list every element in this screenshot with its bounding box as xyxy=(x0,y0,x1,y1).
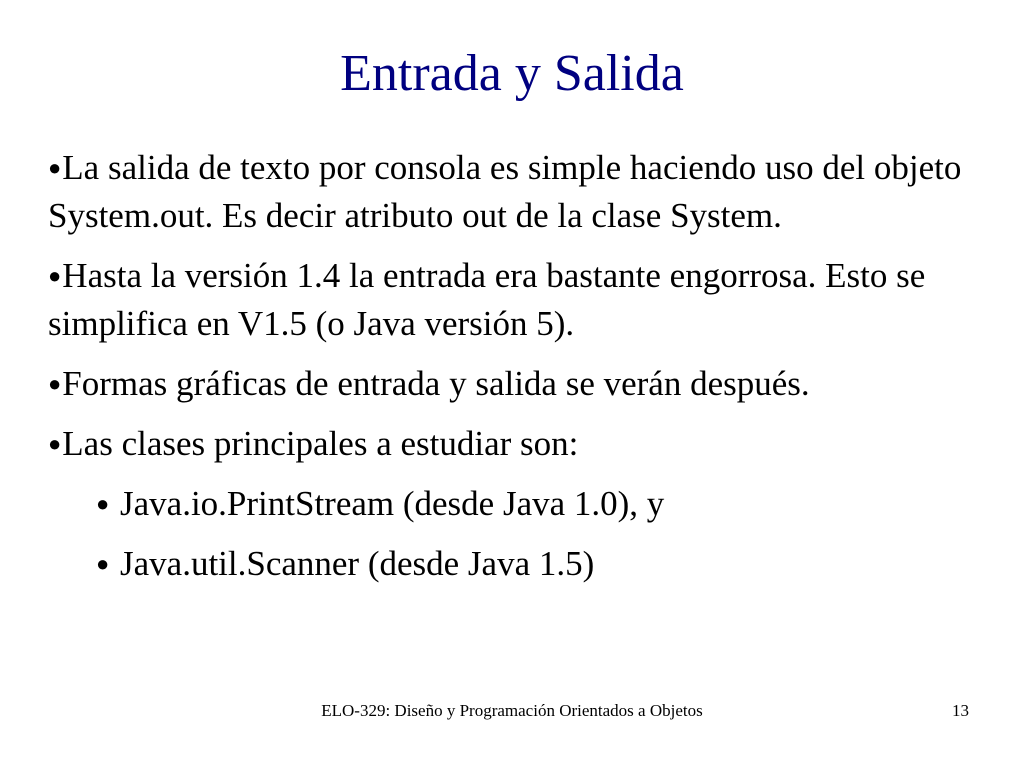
bullet-item xyxy=(48,420,978,468)
footer-course-title: ELO-329: Diseño y Programación Orientados a Objetos xyxy=(321,701,703,720)
bullet-item xyxy=(48,144,978,240)
sub-bullet-item xyxy=(48,480,978,528)
bullet-icon: ● xyxy=(48,431,62,456)
bullet-text: La salida de texto por consola es simple haciendo uso del objeto System.out. Es decir atributo out de la clase System. xyxy=(48,148,962,235)
bullet-icon: ● xyxy=(48,155,62,180)
slide-title: Entrada y Salida xyxy=(340,45,684,102)
page-number: 13 xyxy=(952,701,969,720)
bullet-item xyxy=(48,360,978,408)
sub-bullet-item xyxy=(48,540,978,588)
bullet-item xyxy=(48,252,978,348)
sub-bullet-icon: ● xyxy=(96,491,110,516)
slide-body xyxy=(48,144,978,600)
sub-bullet-text: Java.io.PrintStream (desde Java 1.0), y xyxy=(120,484,665,523)
bullet-text: Formas gráficas de entrada y salida se verán después. xyxy=(62,364,810,403)
sub-bullet-text: Java.util.Scanner (desde Java 1.5) xyxy=(120,544,595,583)
sub-bullet-icon: ● xyxy=(96,551,110,576)
bullet-text: Las clases principales a estudiar son: xyxy=(62,424,579,463)
bullet-icon: ● xyxy=(48,263,62,288)
bullet-text: Hasta la versión 1.4 la entrada era bastante engorrosa. Esto se simplifica en V1.5 (o Java versión 5). xyxy=(48,256,926,343)
bullet-icon: ● xyxy=(48,371,62,396)
